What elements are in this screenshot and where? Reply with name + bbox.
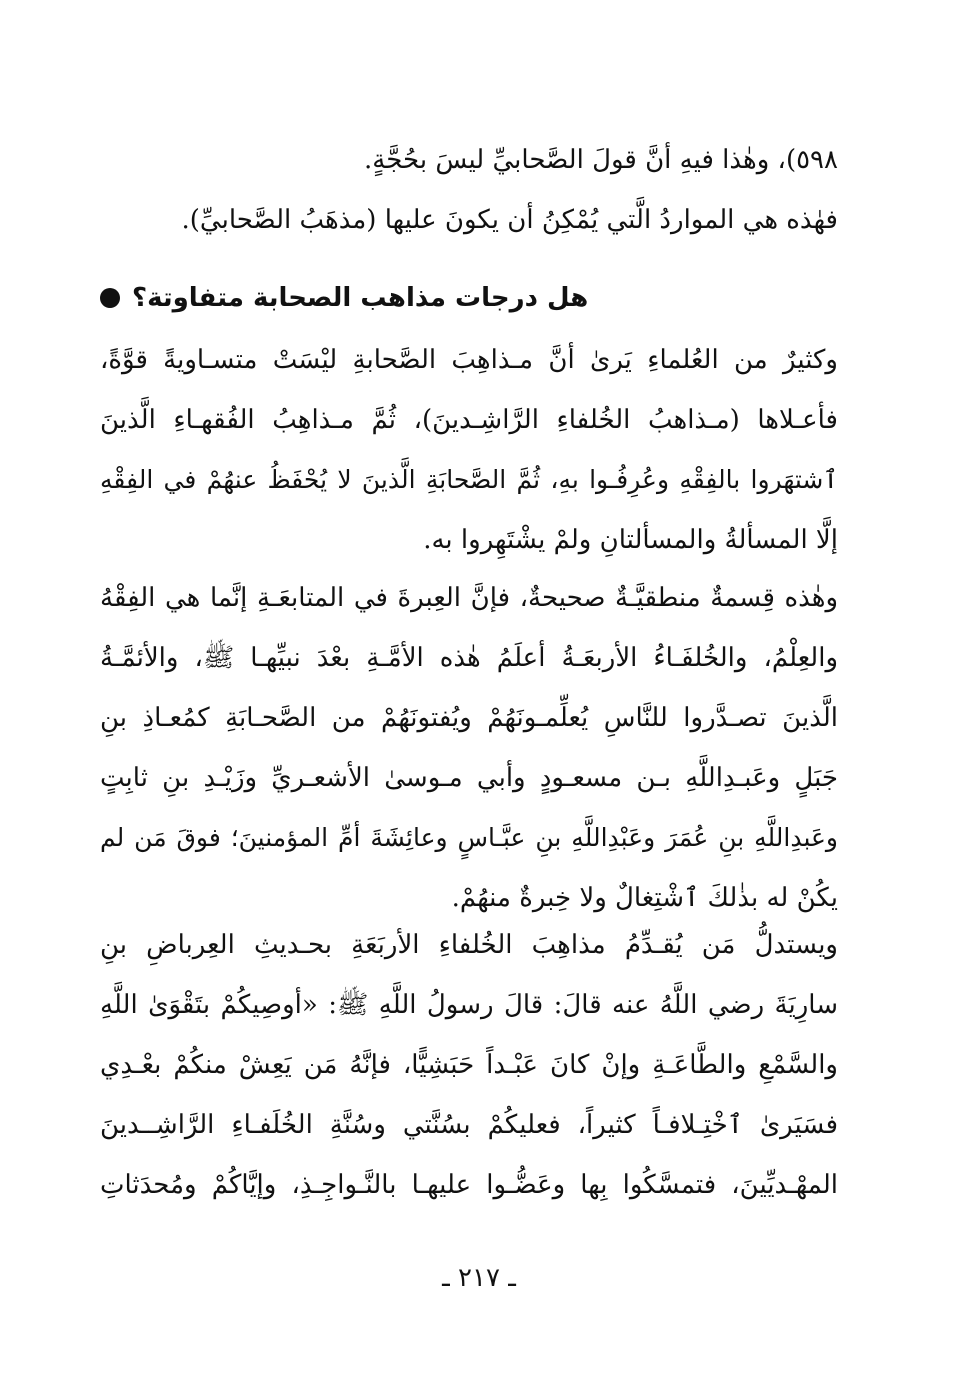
bullet-icon (100, 288, 120, 308)
paragraph-2-line-5: وعَبدِاللَّهِ بنِ عُمَرَ وعَبْدِاللَّهِ بنِ عبَّـاسٍ وعائِشَةَ أمِّ المؤمنينَ؛ فوقَ مَن لم (100, 823, 838, 852)
paragraph-2 (100, 568, 838, 928)
paragraph-2-line-3: الَّذينَ تصـدَّروا للنَّاسِ يُعلِّمـونَهُمْ ويُفتونَهُمْ من الصَّحـابَةِ كمُعـاذِ بنِ (100, 703, 838, 733)
paragraph-1 (100, 330, 838, 570)
paragraph-2-line-6: يكُنْ له بذٰلكَ ٱشْتِغالٌ ولا خِبرةٌ منهُمْ. (451, 883, 838, 913)
intro-line-1: ٥٩٨)، وهٰذا فيهِ أنَّ قولَ الصَّحابيِّ ليسَ بحُجَّةٍ. (364, 145, 838, 175)
paragraph-3-line-2: سارِيَةَ رضي اللَّهُ عنه قالَ: قالَ رسولُ اللَّهِ ﷺ: «أوصِيكُمْ بتَقْوَىٰ اللَّهِ (100, 990, 838, 1020)
paragraph-1-line-2: فأعـلاها (مـذاهبُ الخُلفاءِ الرَّاشِـدينَ)، ثُمَّ مـذاهِبُ الفُقهـاءِ الَّذينَ (100, 405, 838, 435)
page-number: ـ ٢١٧ ـ (442, 1263, 516, 1293)
section-heading-text: هل درجات مذاهب الصحابة متفاوتة؟ (132, 283, 589, 313)
section-heading (100, 268, 838, 328)
paragraph-1-line-1: وكثيرٌ من العُلماءِ يَرىٰ أنَّ مـذاهِبَ الصَّحابةِ ليْسَتْ متسـاويةً قوَّةً، (100, 345, 838, 375)
paragraph-1-line-3: ٱشتهَروا بالفِقْهِ وعُرِفُـوا بهِ، ثُمَّ الصَّحابَةِ الَّذينَ لا يُحْفَظُ عنهُمْ في الفِقْهِ (100, 465, 838, 494)
paragraph-3-line-1: ويستدلُّ مَن يُقـدِّمُ مذاهِبَ الخُلفاءِ الأربَعَةِ بحـديثِ العِرباضِ بنِ (100, 930, 838, 960)
paragraph-2-line-4: جَبَلٍ وعَبـدِاللَّهِ بـن مسعـودٍ وأبي مـوسىٰ الأشعـريِّ وزَيْـدِ بنِ ثابِتٍ (100, 763, 838, 793)
paragraph-3-line-4: فسَيَرىٰ ٱخْتِـلافـاً كثيراً، فعليكُمْ بسُنَّتي وسُنَّةِ الخُلَفـاءِ الرَّاشِــدينَ (100, 1110, 838, 1140)
intro-paragraph (100, 130, 838, 250)
paragraph-3-line-3: والسَّمْعِ والطَّاعَـةِ وإنْ كانَ عَبْـداً حَبَشِيًّا، فإنَّهُ مَن يَعِشْ منكُمْ بعْـدِي (100, 1050, 838, 1080)
paragraph-3-line-5: المهْـديِّينَ، فتمسَّكُوا بِها وعَضُّـوا عليهـا بالنَّـواجِـذِ، وإيَّاكُمْ ومُحدَثاتِ (100, 1170, 838, 1200)
paragraph-3 (100, 915, 838, 1215)
intro-line-2: فهٰذه هي المواردُ الَّتي يُمْكِنُ أن يكونَ عليها (مذهَبُ الصَّحابيِّ). (181, 205, 838, 235)
paragraph-1-line-4: إلَّا المسألةُ والمسألتانِ ولمْ يشْتَهِروا به. (423, 525, 838, 555)
paragraph-2-line-1: وهٰذه قِسمةٌ منطقيَّـةٌ صحيحةٌ، فإنَّ العِبرةَ في المتابعَـةِ إنَّما هي الفِقْهُ (100, 583, 838, 613)
section-heading-row (100, 268, 838, 328)
paragraph-2-line-2: والعِلْمُ، والخُلفَـاءُ الأربعَـةُ أعلَمُ هٰذه الأمَّـةِ بعْدَ نبيِّهـا ﷺ، والأئمَّـةُ (100, 643, 838, 673)
